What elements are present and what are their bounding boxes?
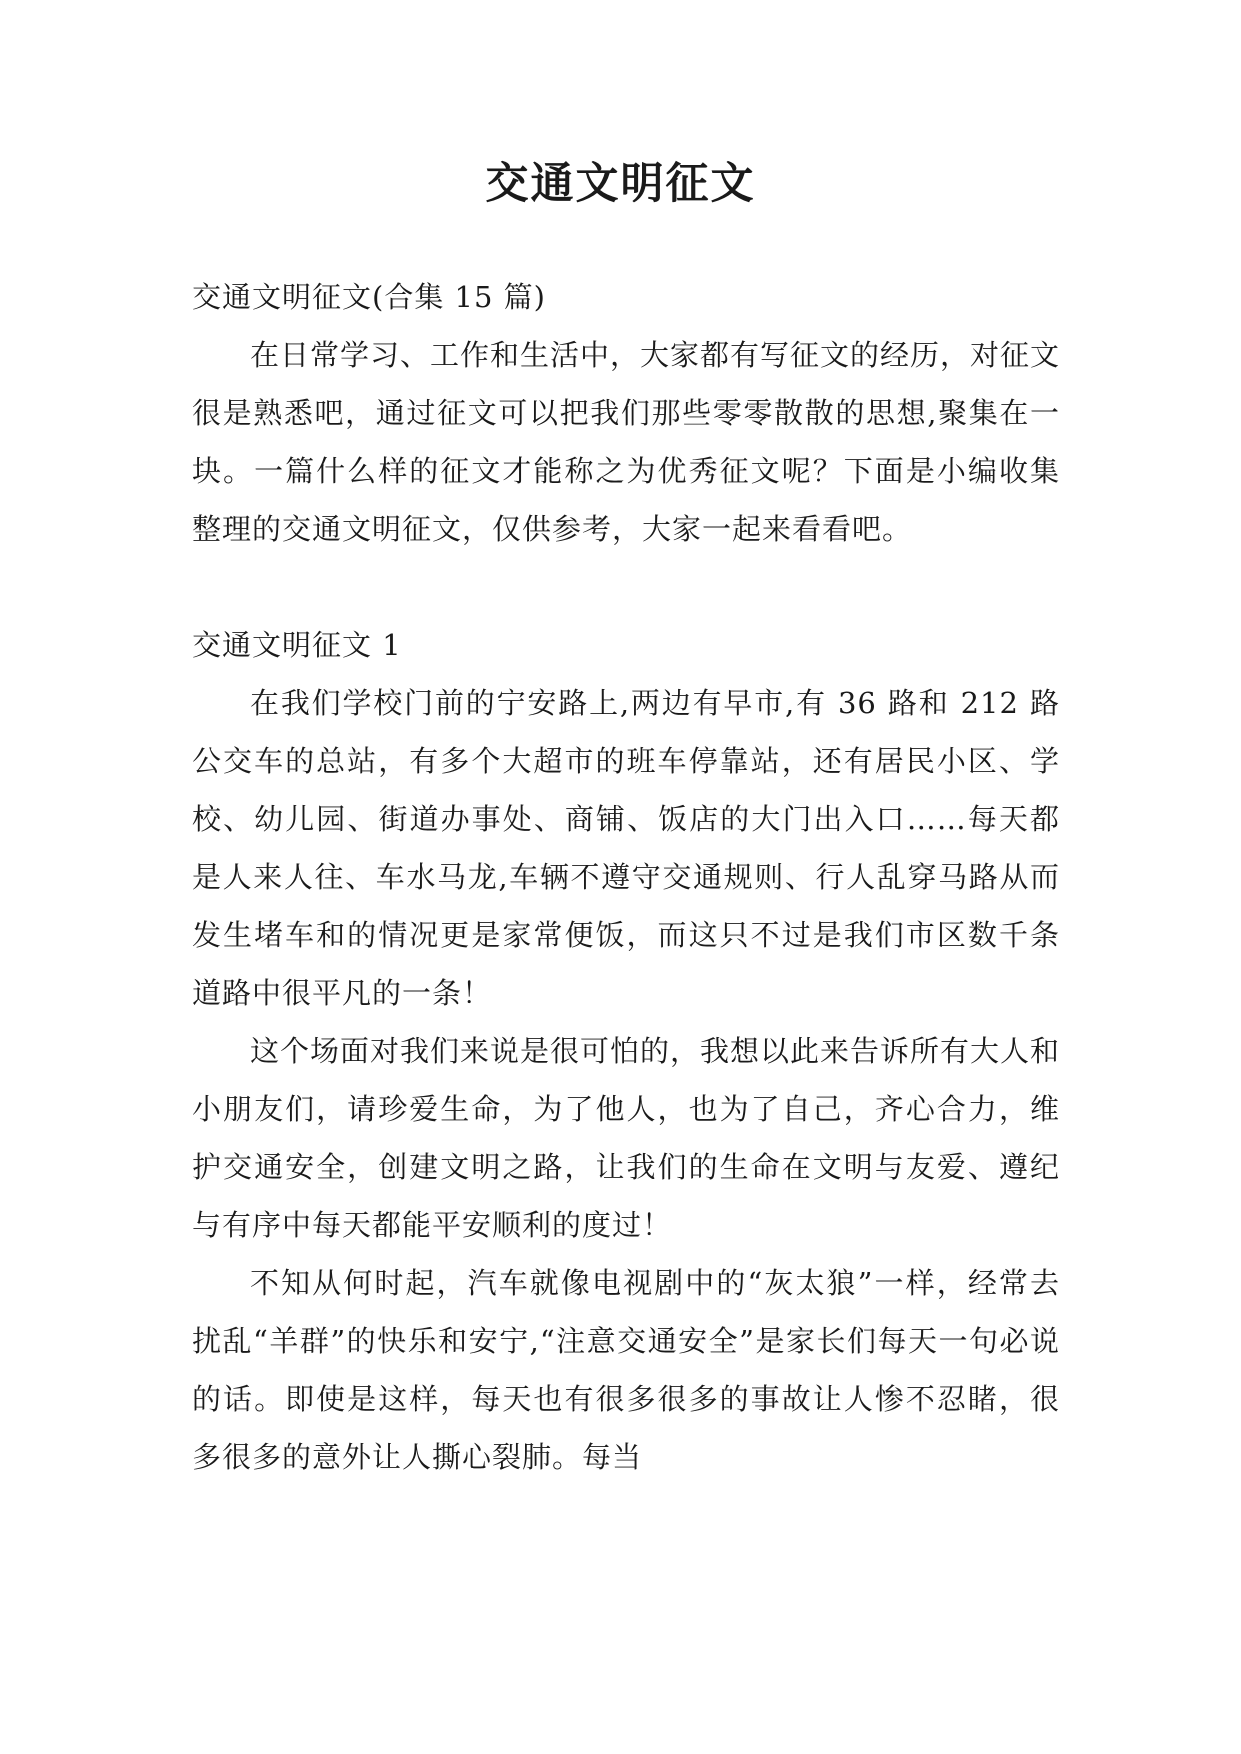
document-body — [192, 268, 1060, 1486]
section-spacer — [192, 558, 1060, 616]
essay-heading: 交通文明征文 1 — [192, 628, 402, 662]
collection-heading: 交通文明征文(合集 15 篇) — [192, 280, 546, 314]
page-title: 交通文明征文 — [485, 159, 756, 209]
intro-paragraph: 在日常学习、工作和生活中，大家都有写征文的经历，对征文很是熟悉吧，通过征文可以把我们那些零零散散的思想,聚集在一块。一篇什么样的征文才能称之为优秀征文呢？下面是小编收集整理的交通文明征文，仅供参考，大家一起来看看吧。 — [192, 338, 1061, 546]
essay-paragraph-3: 不知从何时起，汽车就像电视剧中的“灰太狼”一样，经常去扰乱“羊群”的快乐和安宁,“注意交通安全”是家长们每天一句必说的话。即使是这样，每天也有很多很多的事故让人惨不忍睹，很多很多的意外让人撕心裂肺。每当 — [192, 1266, 1060, 1474]
essay-paragraph-2: 这个场面对我们来说是很可怕的，我想以此来告诉所有大人和小朋友们，请珍爱生命，为了他人，也为了自己，齐心合力，维护交通安全，创建文明之路，让我们的生命在文明与友爱、遵纪与有序中每天都能平安顺利的度过！ — [192, 1034, 1061, 1242]
essay-paragraph-1: 在我们学校门前的宁安路上,两边有早市,有 36 路和 212 路公交车的总站，有多个大超市的班车停靠站，还有居民小区、学校、幼儿园、街道办事处、商铺、饭店的大门出入口……每天都是人来人往、车水马龙,车辆不遵守交通规则、行人乱穿马路从而发生堵车和的情况更是家常便饭，而这只不过是我们市区数千条道路中很平凡的一条！ — [192, 686, 1060, 1010]
